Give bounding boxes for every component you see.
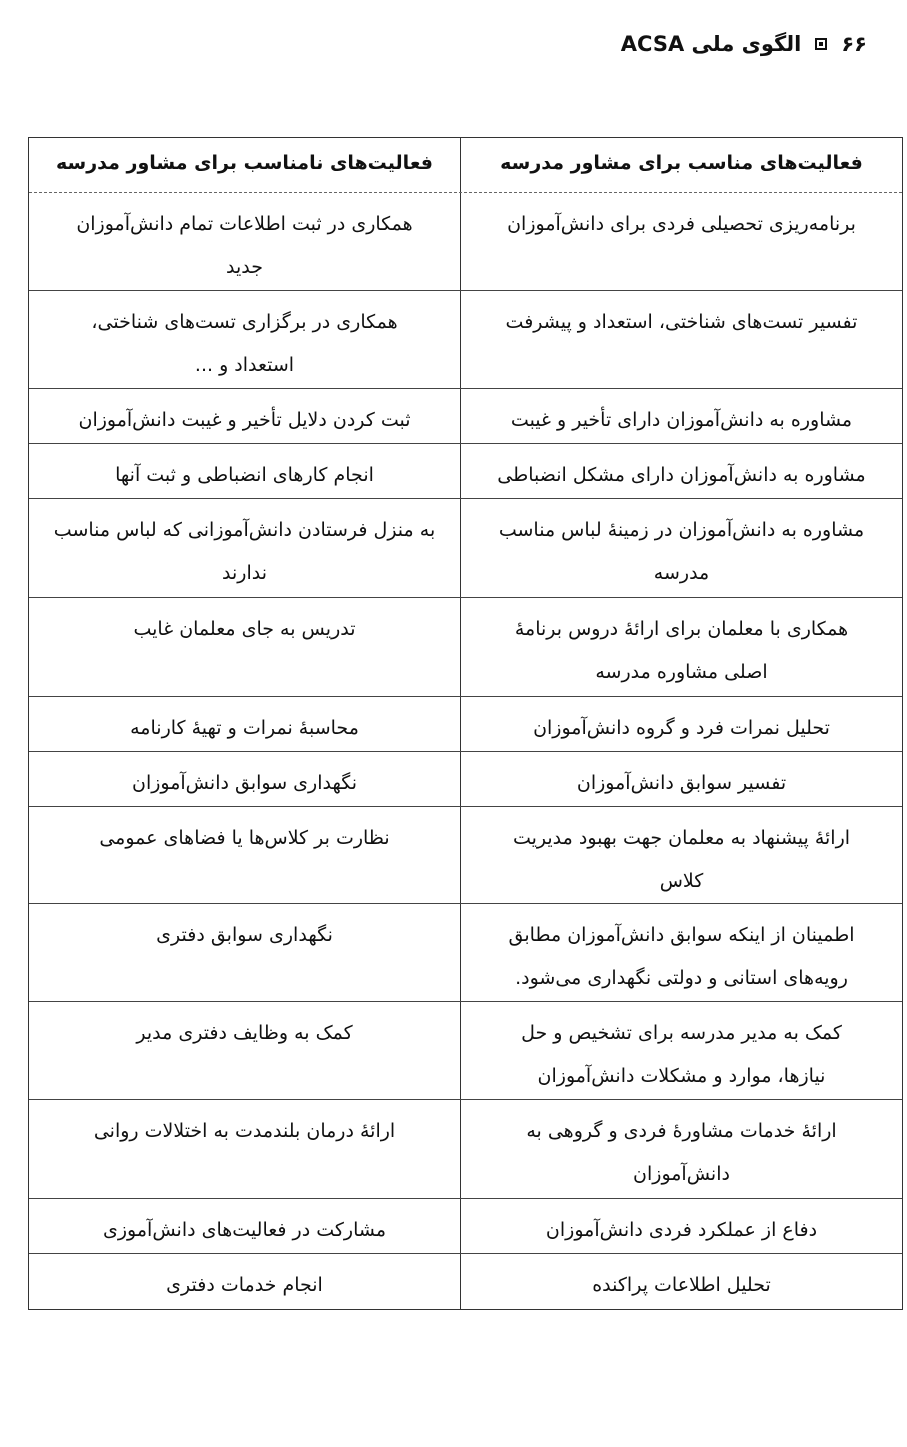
- table-row: [29, 498, 902, 597]
- table-row: [29, 1198, 902, 1253]
- inappropriate-activity-cell: [29, 1100, 460, 1198]
- cell-text-line: تفسیر سوابق دانش‌آموزان: [576, 772, 787, 794]
- cell-text-line: همکاری با معلمان برای ارائهٔ دروس برنامهٔ: [514, 618, 849, 640]
- cell-text-line: نگهداری سوابق دفتری: [156, 924, 333, 946]
- appropriate-activity-cell: [460, 1100, 902, 1198]
- table-row: [29, 696, 902, 751]
- cell-text-line: برنامه‌ریزی تحصیلی فردی برای دانش‌آموزان: [507, 213, 856, 235]
- cell-text-line: استعداد و ...: [194, 354, 295, 376]
- table-row: [29, 751, 902, 806]
- cell-text-line: نظارت بر کلاس‌ها یا فضاهای عمومی: [99, 827, 390, 849]
- cell-text-line: تحلیل نمرات فرد و گروه دانش‌آموزان: [533, 717, 830, 739]
- appropriate-activity-cell: [460, 598, 902, 696]
- inappropriate-activity-cell: [29, 697, 460, 751]
- appropriate-activity-cell: [460, 193, 902, 290]
- inappropriate-activity-cell: [29, 1254, 460, 1309]
- table-row: [29, 290, 902, 388]
- cell-text-line: دانش‌آموزان: [633, 1163, 730, 1185]
- cell-text-line: تفسیر تست‌های شناختی، استعداد و پیشرفت: [505, 311, 858, 333]
- cell-text-line: نیازها، موارد و مشکلات دانش‌آموزان: [537, 1065, 826, 1087]
- appropriate-activity-cell: [460, 904, 902, 1001]
- cell-text-line: تحلیل اطلاعات پراکنده: [592, 1274, 771, 1296]
- square-bullet-icon: [815, 38, 827, 50]
- table-header-row: [29, 138, 902, 192]
- cell-text-line: مدرسه: [653, 562, 710, 584]
- cell-text-line: ارائهٔ پیشنهاد به معلمان جهت بهبود مدیریت: [512, 827, 851, 849]
- table-row: [29, 388, 902, 443]
- cell-text-line: اطمینان از اینکه سوابق دانش‌آموزان مطابق: [508, 924, 855, 946]
- page-number: ۶۶: [841, 32, 867, 56]
- inappropriate-activity-cell: [29, 389, 460, 443]
- cell-text-line: همکاری در برگزاری تست‌های شناختی،: [91, 311, 398, 333]
- inappropriate-activity-cell: [29, 752, 460, 806]
- inappropriate-activity-cell: [29, 444, 460, 498]
- cell-text-line: مشاوره به دانش‌آموزان دارای تأخیر و غیبت: [510, 409, 853, 431]
- cell-text-line: تدریس به جای معلمان غایب: [133, 618, 356, 640]
- cell-text-line: به منزل فرستادن دانش‌آموزانی که لباس مناسب: [53, 519, 436, 541]
- inappropriate-activity-cell: [29, 598, 460, 696]
- cell-text-line: کمک به وظایف دفتری مدیر: [136, 1022, 353, 1044]
- cell-text-line: مشاوره به دانش‌آموزان در زمینهٔ لباس مناسب: [498, 519, 865, 541]
- table-row: [29, 903, 902, 1001]
- inappropriate-activity-cell: [29, 291, 460, 388]
- column-header-inappropriate: [29, 138, 460, 192]
- inappropriate-activity-cell: [29, 1002, 460, 1099]
- column-header-appropriate: [460, 138, 902, 192]
- cell-text-line: مشاوره به دانش‌آموزان دارای مشکل انضباطی: [497, 464, 866, 486]
- column-header-label: فعالیت‌های نامناسب برای مشاور مدرسه: [56, 152, 433, 174]
- appropriate-activity-cell: [460, 1254, 902, 1309]
- table-row: [29, 192, 902, 290]
- table-body: [29, 192, 902, 1309]
- cell-text-line: کلاس: [659, 870, 704, 892]
- cell-text-line: دفاع از عملکرد فردی دانش‌آموزان: [545, 1219, 818, 1241]
- table-row: [29, 443, 902, 498]
- appropriate-activity-cell: [460, 291, 902, 388]
- cell-text-line: مشارکت در فعالیت‌های دانش‌آموزی: [103, 1219, 387, 1241]
- cell-text-line: ارائهٔ درمان بلندمدت به اختلالات روانی: [93, 1120, 396, 1142]
- cell-text-line: همکاری در ثبت اطلاعات تمام دانش‌آموزان: [76, 213, 413, 235]
- book-title: الگوی ملی ACSA: [620, 32, 802, 56]
- appropriate-activity-cell: [460, 389, 902, 443]
- appropriate-activity-cell: [460, 752, 902, 806]
- activities-table: [28, 137, 903, 1310]
- inappropriate-activity-cell: [29, 499, 460, 597]
- cell-text-line: کمک به مدیر مدرسه برای تشخیص و حل: [521, 1022, 842, 1044]
- appropriate-activity-cell: [460, 499, 902, 597]
- table-row: [29, 1001, 902, 1099]
- appropriate-activity-cell: [460, 1002, 902, 1099]
- table-row: [29, 806, 902, 903]
- appropriate-activity-cell: [460, 697, 902, 751]
- inappropriate-activity-cell: [29, 193, 460, 290]
- appropriate-activity-cell: [460, 1199, 902, 1253]
- cell-text-line: رویه‌های استانی و دولتی نگهداری می‌شود.: [515, 967, 848, 989]
- inappropriate-activity-cell: [29, 807, 460, 903]
- cell-text-line: اصلی مشاوره مدرسه: [595, 661, 768, 683]
- cell-text-line: انجام خدمات دفتری: [166, 1274, 323, 1296]
- cell-text-line: محاسبهٔ نمرات و تهیهٔ کارنامه: [130, 717, 359, 739]
- inappropriate-activity-cell: [29, 1199, 460, 1253]
- inappropriate-activity-cell: [29, 904, 460, 1001]
- cell-text-line: ارائهٔ خدمات مشاورهٔ فردی و گروهی به: [526, 1120, 837, 1142]
- cell-text-line: نگهداری سوابق دانش‌آموزان: [132, 772, 357, 794]
- cell-text-line: جدید: [226, 256, 263, 278]
- table-row: [29, 597, 902, 696]
- cell-text-line: ندارند: [222, 562, 267, 584]
- cell-text-line: انجام کارهای انضباطی و ثبت آنها: [115, 464, 374, 486]
- table-row: [29, 1099, 902, 1198]
- appropriate-activity-cell: [460, 444, 902, 498]
- column-header-label: فعالیت‌های مناسب برای مشاور مدرسه: [500, 152, 863, 174]
- appropriate-activity-cell: [460, 807, 902, 903]
- page-header: [621, 26, 867, 62]
- table-row: [29, 1253, 902, 1309]
- cell-text-line: ثبت کردن دلایل تأخیر و غیبت دانش‌آموزان: [78, 409, 411, 431]
